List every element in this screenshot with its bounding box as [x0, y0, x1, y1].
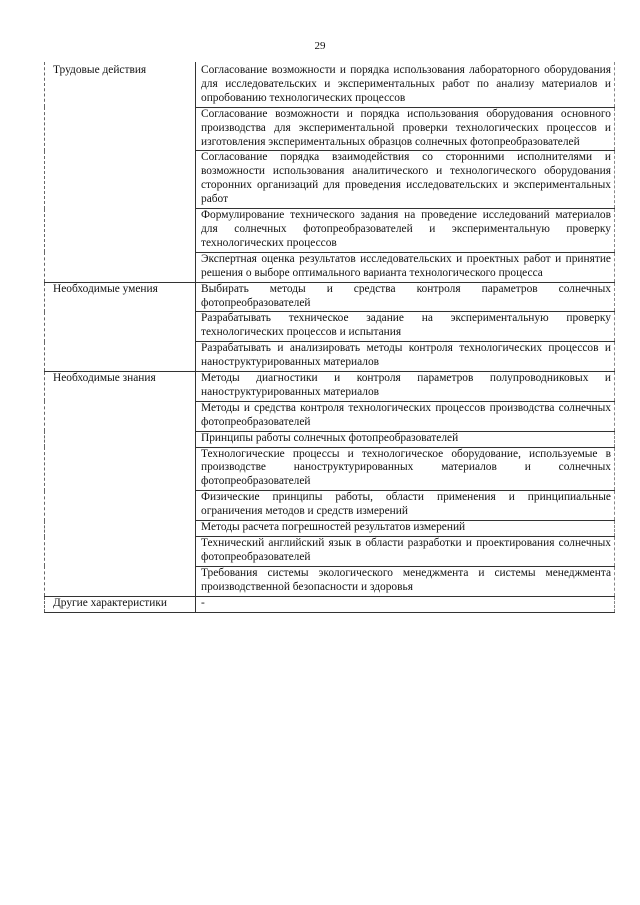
section-item: Методы и средства контроля технологических процессов производства солнечных фотопреобразователей — [196, 401, 615, 431]
section-item: Согласование возможности и порядка использования оборудования основного производства для экспериментальной проверки технологических процессов и изготовления экспериментальных образцов солнечных фотопреобразователей — [196, 107, 615, 151]
section-item: Выбирать методы и средства контроля параметров солнечных фотопреобразователей — [196, 282, 615, 312]
section-item: Методы расчета погрешностей результатов измерений — [196, 521, 615, 537]
table-row — [45, 372, 615, 402]
characteristics-table — [44, 62, 615, 613]
section-item: Методы диагностики и контроля параметров полупроводниковых и наноструктурированных материалов — [196, 372, 615, 402]
section-item: Экспертная оценка результатов исследовательских и проектных работ и принятие решения о выборе оптимального варианта технологического процесса — [196, 252, 615, 282]
section-item: Технический английский язык в области разработки и проектирования солнечных фотопреобразователей — [196, 537, 615, 567]
section-item: Принципы работы солнечных фотопреобразователей — [196, 431, 615, 447]
table-row — [45, 596, 615, 612]
section-item: Согласование порядка взаимодействия со сторонними исполнителями и возможности использования аналитического и технологического оборудования сторонних организаций для проведения исследовательских и экспериментальных работ — [196, 151, 615, 209]
section-label: Необходимые умения — [45, 282, 196, 371]
section-item: Требования системы экологического менеджмента и системы менеджмента производственной безопасности и здоровья — [196, 566, 615, 596]
section-item: Разрабатывать и анализировать методы контроля технологических процессов и наноструктурированных материалов — [196, 342, 615, 372]
section-label: Трудовые действия — [45, 62, 196, 282]
page-number: 29 — [314, 40, 326, 52]
section-item: Согласование возможности и порядка использования лабораторного оборудования для исследовательских и экспериментальных работ по анализу материалов и опробованию технологических процессов — [196, 62, 615, 107]
section-item: Разрабатывать техническое задание на экспериментальную проверку технологических процессов и испытания — [196, 312, 615, 342]
table-body — [45, 62, 615, 612]
section-item: Технологические процессы и технологическое оборудование, используемые в производстве наноструктурированных материалов и солнечных фотопреобразователей — [196, 447, 615, 491]
section-item: Физические принципы работы, области применения и принципиальные ограничения методов и средств измерений — [196, 491, 615, 521]
section-item: Формулирование технического задания на проведение исследований материалов для солнечных фотопреобразователей и экспериментальную проверку технологических процессов — [196, 209, 615, 253]
table-row — [45, 282, 615, 312]
section-item: - — [196, 596, 615, 612]
section-label: Необходимые знания — [45, 372, 196, 597]
table-row — [45, 62, 615, 107]
section-label: Другие характеристики — [45, 596, 196, 612]
